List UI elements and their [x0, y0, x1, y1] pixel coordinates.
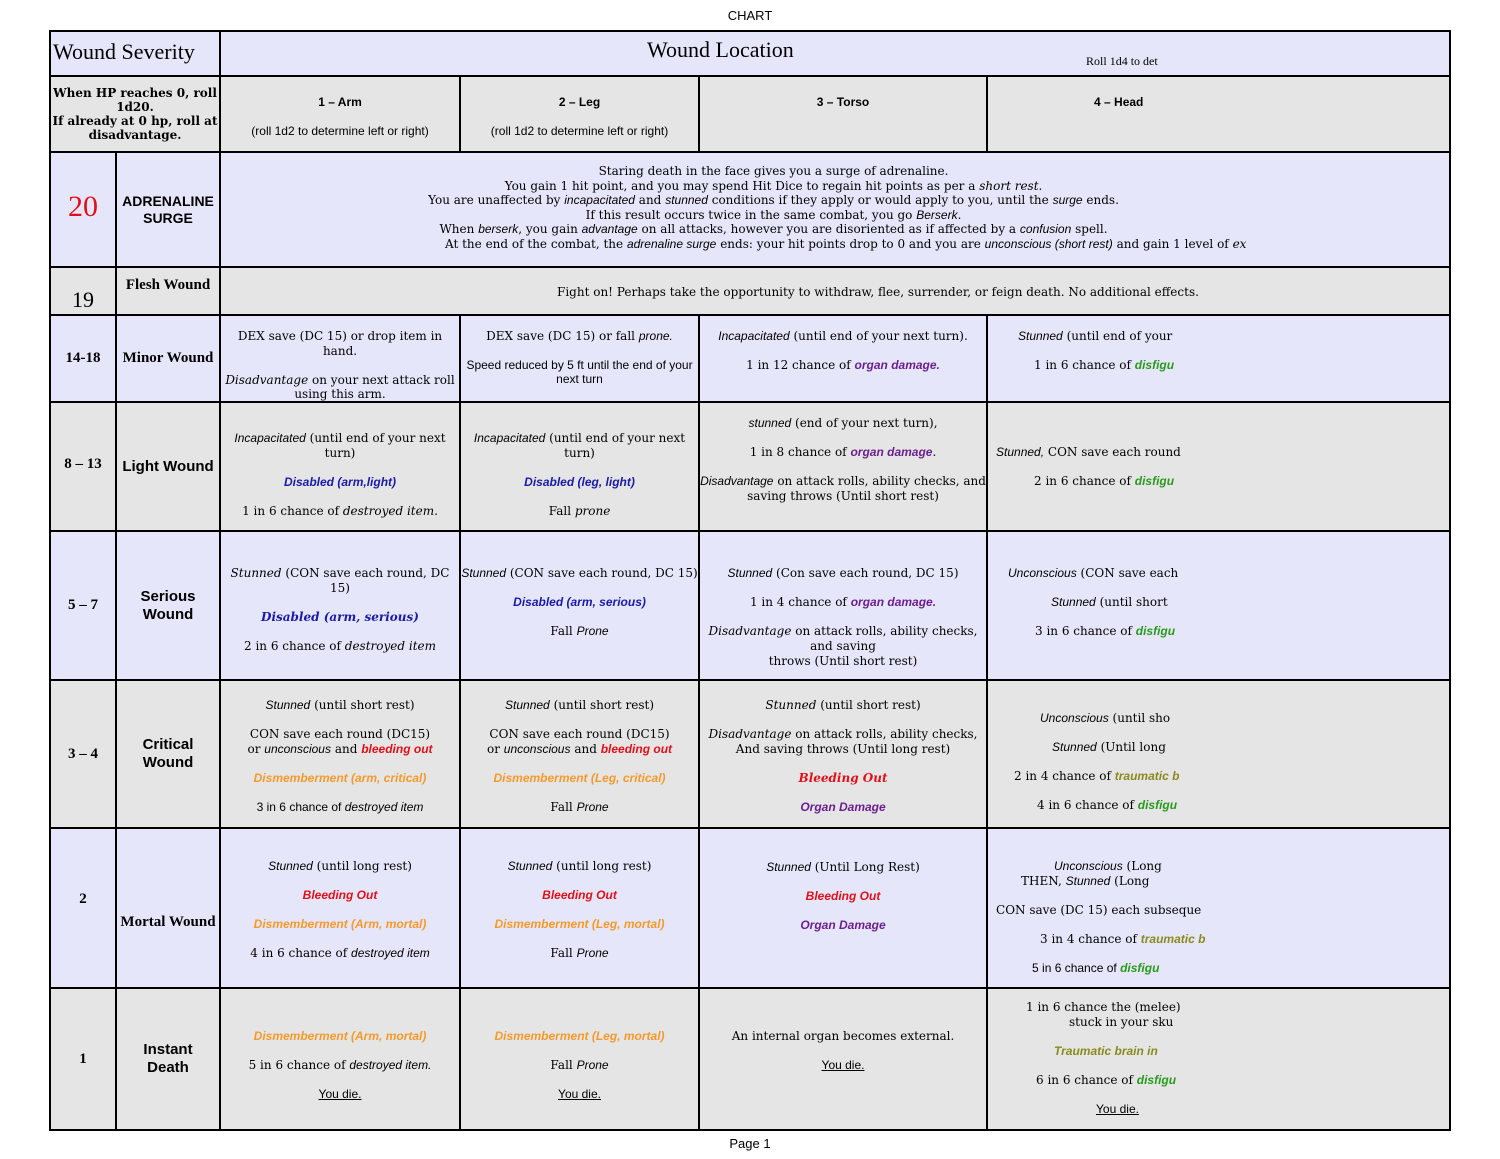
effect-line: Disadvantage on your next attack roll using this arm.: [225, 373, 455, 401]
page-footer: Page 1: [729, 1136, 771, 1151]
effect-line: Disadvantage on attack rolls, ability checks, and: [700, 474, 986, 488]
title-row: [50, 31, 1450, 76]
severity-name: Mortal Wound: [120, 914, 216, 930]
effect-line: Stunned (Until long: [1052, 740, 1166, 754]
effect-line: You are unaffected by incapacitated and stunned conditions if they apply or would apply to you, until the surge ends.: [428, 193, 1119, 208]
severity-name: Critical: [142, 736, 194, 753]
effect-line: Stunned (until short: [1051, 595, 1168, 609]
severity-number-cell: [50, 315, 116, 402]
effect-line: Fall Prone: [550, 1058, 609, 1072]
location-header-arm: [220, 76, 460, 152]
severity-name: Wound: [142, 754, 194, 771]
severity-number: 8 – 13: [64, 456, 102, 472]
effect-line: Fight on! Perhaps take the opportunity to withdraw, flee, surrender, or feign death. No additional effects.: [557, 285, 1199, 299]
effect-line: 2 in 6 chance of destroyed item: [244, 639, 437, 653]
effect-line: You die.: [821, 1058, 865, 1072]
effect-line: At the end of the combat, the adrenaline surge ends: your hit points drop to 0 and you are unconscious (short rest) and gain 1 level of ex: [445, 237, 1247, 251]
effect-line: 1 in 8 chance of organ damage.: [749, 445, 937, 459]
row-flesh-wound: [50, 267, 1450, 315]
effect-line: 1 in 6 chance of destroyed item.: [242, 504, 438, 518]
effect-line: 6 in 6 chance of disfigu: [1036, 1073, 1177, 1087]
effect-line: When berserk, you gain advantage on all attacks, however you are disoriented as if affected by a confusion spell.: [439, 222, 1108, 237]
serious-torso-cell: [699, 531, 987, 680]
location-note: (roll 1d2 to determine left or right): [490, 124, 669, 138]
effect-line: Disabled (arm,light): [284, 475, 397, 489]
severity-name-cell: [116, 531, 220, 680]
effect-line: Stunned (until long rest): [268, 859, 412, 873]
effect-line: Stunned, CON save each round: [996, 445, 1181, 459]
instruction-line: If already at 0 hp, roll at: [52, 114, 218, 128]
effect-line: 3 in 6 chance of disfigu: [1035, 624, 1176, 638]
location-header-torso: [699, 76, 987, 152]
effect-line: 2 in 6 chance of disfigu: [1034, 474, 1175, 488]
effect-line: Stunned (until short rest): [265, 698, 415, 712]
effect-line: An internal organ becomes external.: [731, 1029, 955, 1043]
location-note: (roll 1d2 to determine left or right): [251, 124, 429, 138]
effect-line: Fall Prone: [550, 946, 609, 960]
instruction-line: When HP reaches 0, roll 1d20.: [53, 86, 217, 114]
effect-line: Stunned (until long rest): [507, 859, 652, 873]
effect-line: Disadvantage on attack rolls, ability checks,: [708, 727, 978, 741]
roll-note: Roll 1d4 to det: [1086, 54, 1158, 68]
severity-number: 5 – 7: [68, 597, 98, 613]
effect-line: You die.: [558, 1087, 601, 1101]
effect-line: You die.: [318, 1087, 362, 1101]
effect-line: Bleeding Out: [798, 771, 888, 785]
effect-line: Dismemberment (arm, critical): [253, 771, 427, 785]
critical-torso-cell: [699, 680, 987, 828]
effect-line: 2 in 4 chance of traumatic b: [1014, 769, 1180, 783]
effect-line: 1 in 6 chance the (melee): [1026, 1000, 1181, 1014]
effect-line: 3 in 6 chance of destroyed item: [256, 800, 424, 814]
effect-line: DEX save (DC 15) or fall prone.: [486, 329, 673, 343]
serious-leg-cell: [460, 531, 699, 680]
row-mortal-wound: [50, 828, 1450, 988]
effect-line: stuck in your sku: [1069, 1015, 1174, 1029]
effect-line: Traumatic brain in: [1054, 1044, 1158, 1058]
death-torso-cell: [699, 988, 987, 1130]
severity-title: Wound Severity: [53, 39, 195, 64]
effect-line: Bleeding Out: [542, 888, 617, 902]
severity-name-cell: [116, 315, 220, 402]
effect-line: Dismemberment (Leg, mortal): [494, 1029, 665, 1043]
effect-line: or unconscious and bleeding out: [486, 742, 673, 756]
effect-line: Stunned (until end of your: [1018, 329, 1173, 343]
severity-name: Instant: [143, 1041, 193, 1058]
effect-line: Unconscious (until sho: [1040, 711, 1171, 725]
effect-line: CON save (DC 15) each subseque: [996, 903, 1202, 917]
minor-leg-cell: [460, 315, 699, 402]
severity-number: 2: [79, 891, 87, 907]
location-title: Wound Location: [647, 37, 794, 62]
effect-line: DEX save (DC 15) or drop item in hand.: [237, 329, 443, 358]
effect-line: Fall Prone: [550, 800, 609, 814]
effect-line: Stunned (Con save each round, DC 15): [727, 566, 959, 580]
instruction-cell: [50, 76, 220, 152]
adrenaline-effect-cell: [220, 152, 1450, 267]
effect-line: 5 in 6 chance of disfigu: [1032, 961, 1160, 975]
severity-name: Light Wound: [122, 457, 214, 475]
severity-name: ADRENALINE: [122, 192, 214, 209]
severity-name-cell: [116, 267, 220, 315]
mortal-head-cell: [987, 828, 1450, 988]
critical-arm-cell: [220, 680, 460, 828]
effect-line: 1 in 6 chance of disfigu: [1034, 358, 1175, 372]
severity-number-cell: [50, 828, 116, 988]
severity-name: Death: [147, 1059, 189, 1076]
effect-line: You die.: [1096, 1102, 1139, 1116]
location-header-head: [987, 76, 1450, 152]
effect-line: throws (Until short rest): [768, 654, 918, 668]
row-minor-wound: [50, 315, 1450, 402]
death-arm-cell: [220, 988, 460, 1130]
effect-line: Disadvantage on attack rolls, ability checks, and saving: [708, 624, 978, 653]
effect-line: If this result occurs twice in the same combat, you go Berserk.: [585, 207, 962, 222]
effect-line: Fall prone: [548, 504, 611, 518]
effect-line: 1 in 12 chance of organ damage.: [746, 358, 940, 372]
severity-name: SURGE: [143, 209, 193, 226]
row-adrenaline-surge: [50, 152, 1450, 267]
effect-line: Disabled (arm, serious): [513, 595, 646, 609]
light-arm-cell: [220, 402, 460, 531]
severity-name-cell: [116, 828, 220, 988]
effect-line: 3 in 4 chance of traumatic b: [1040, 932, 1206, 946]
death-head-cell: [987, 988, 1450, 1130]
flesh-wound-effect-cell: [220, 267, 1450, 315]
effect-line: You gain 1 hit point, and you may spend Hit Dice to regain hit points as per a short rest.: [504, 178, 1043, 193]
effect-line: Organ Damage: [800, 918, 886, 932]
severity-name-cell: [116, 152, 220, 267]
row-instant-death: [50, 988, 1450, 1130]
location-name: 2 – Leg: [558, 95, 601, 109]
location-name: 3 – Torso: [816, 95, 870, 109]
location-header-leg: [460, 76, 699, 152]
effect-line: Stunned (CON save each round, DC 15): [230, 566, 450, 595]
severity-number-cell: [50, 267, 116, 315]
effect-line: Unconscious (Long: [1054, 859, 1162, 873]
minor-arm-cell: [220, 315, 460, 402]
effect-line: Stunned (CON save each round, DC 15): [461, 566, 698, 580]
effect-line: Incapacitated (until end of your next turn).: [718, 329, 968, 343]
effect-line: 4 in 6 chance of destroyed item: [250, 946, 430, 960]
severity-number: 3 – 4: [68, 745, 98, 762]
effect-line: 5 in 6 chance of destroyed item.: [248, 1058, 432, 1072]
severity-name: Flesh Wound: [125, 277, 211, 293]
severity-number-cell: [50, 680, 116, 828]
effect-line: 4 in 6 chance of disfigu: [1037, 798, 1178, 812]
light-head-cell: [987, 402, 1450, 531]
mortal-torso-cell: [699, 828, 987, 988]
severity-number-cell: [50, 402, 116, 531]
effect-line: Incapacitated (until end of your next turn): [234, 431, 446, 460]
mortal-leg-cell: [460, 828, 699, 988]
severity-number-cell: [50, 152, 116, 267]
severity-name-cell: [116, 402, 220, 531]
row-critical-wound: [50, 680, 1450, 828]
effect-line: Stunned (Until Long Rest): [766, 860, 920, 874]
severity-number: 1: [79, 1050, 87, 1067]
serious-head-cell: [987, 531, 1450, 680]
effect-line: Staring death in the face gives you a surge of adrenaline.: [598, 164, 949, 178]
effect-line: or unconscious and bleeding out: [247, 742, 433, 756]
light-leg-cell: [460, 402, 699, 531]
severity-number-cell: [50, 531, 116, 680]
severity-name: Serious: [140, 587, 196, 605]
effect-line: Bleeding Out: [805, 889, 881, 903]
wound-chart-table: [49, 30, 1451, 1131]
effect-line: Incapacitated (until end of your next turn): [473, 431, 686, 460]
severity-number: 19: [72, 287, 94, 312]
effect-line: Stunned (until short rest): [505, 698, 654, 712]
effect-line: Fall Prone: [550, 624, 609, 638]
effect-line: 1 in 4 chance of organ damage.: [749, 595, 937, 609]
effect-line: Organ Damage: [800, 800, 886, 814]
effect-line: Stunned (until short rest): [765, 698, 921, 712]
location-title-cell: [220, 31, 1450, 76]
effect-line: Disabled (leg, light): [524, 475, 635, 489]
effect-line: stunned (end of your next turn),: [748, 416, 938, 430]
effect-line: CON save each round (DC15): [489, 727, 670, 741]
severity-number: 14-18: [65, 350, 101, 366]
location-header-row: [50, 76, 1450, 152]
severity-name-cell: [116, 680, 220, 828]
mortal-arm-cell: [220, 828, 460, 988]
severity-number-cell: [50, 988, 116, 1130]
effect-line: CON save each round (DC15): [249, 727, 431, 741]
serious-arm-cell: [220, 531, 460, 680]
effect-line: saving throws (Until short rest): [747, 489, 939, 503]
page-header: CHART: [727, 8, 773, 23]
critical-head-cell: [987, 680, 1450, 828]
severity-number: 20: [68, 190, 98, 223]
row-serious-wound: [50, 531, 1450, 680]
effect-line: Speed reduced by 5 ft until the end of your next turn: [466, 358, 693, 386]
minor-torso-cell: [699, 315, 987, 402]
effect-line: Dismemberment (Arm, mortal): [253, 1029, 427, 1043]
death-leg-cell: [460, 988, 699, 1130]
severity-title-cell: [50, 31, 220, 76]
light-torso-cell: [699, 402, 987, 531]
row-light-wound: [50, 402, 1450, 531]
effect-line: And saving throws (Until long rest): [735, 742, 951, 756]
critical-leg-cell: [460, 680, 699, 828]
severity-name-cell: [116, 988, 220, 1130]
effect-line: THEN, Stunned (Long: [1021, 874, 1150, 888]
severity-name: Minor Wound: [122, 350, 214, 366]
effect-line: Dismemberment (Leg, critical): [493, 771, 666, 785]
location-name: 4 – Head: [1094, 95, 1144, 109]
effect-line: Unconscious (CON save each: [1008, 566, 1179, 580]
location-name: 1 – Arm: [318, 95, 362, 109]
instruction-line: disadvantage.: [88, 128, 182, 142]
effect-line: Dismemberment (Leg, mortal): [494, 917, 665, 931]
severity-name: Wound: [142, 605, 194, 623]
effect-line: Bleeding Out: [302, 888, 378, 902]
effect-line: Disabled (arm, serious): [261, 610, 419, 624]
effect-line: Dismemberment (Arm, mortal): [253, 917, 427, 931]
minor-head-cell: [987, 315, 1450, 402]
